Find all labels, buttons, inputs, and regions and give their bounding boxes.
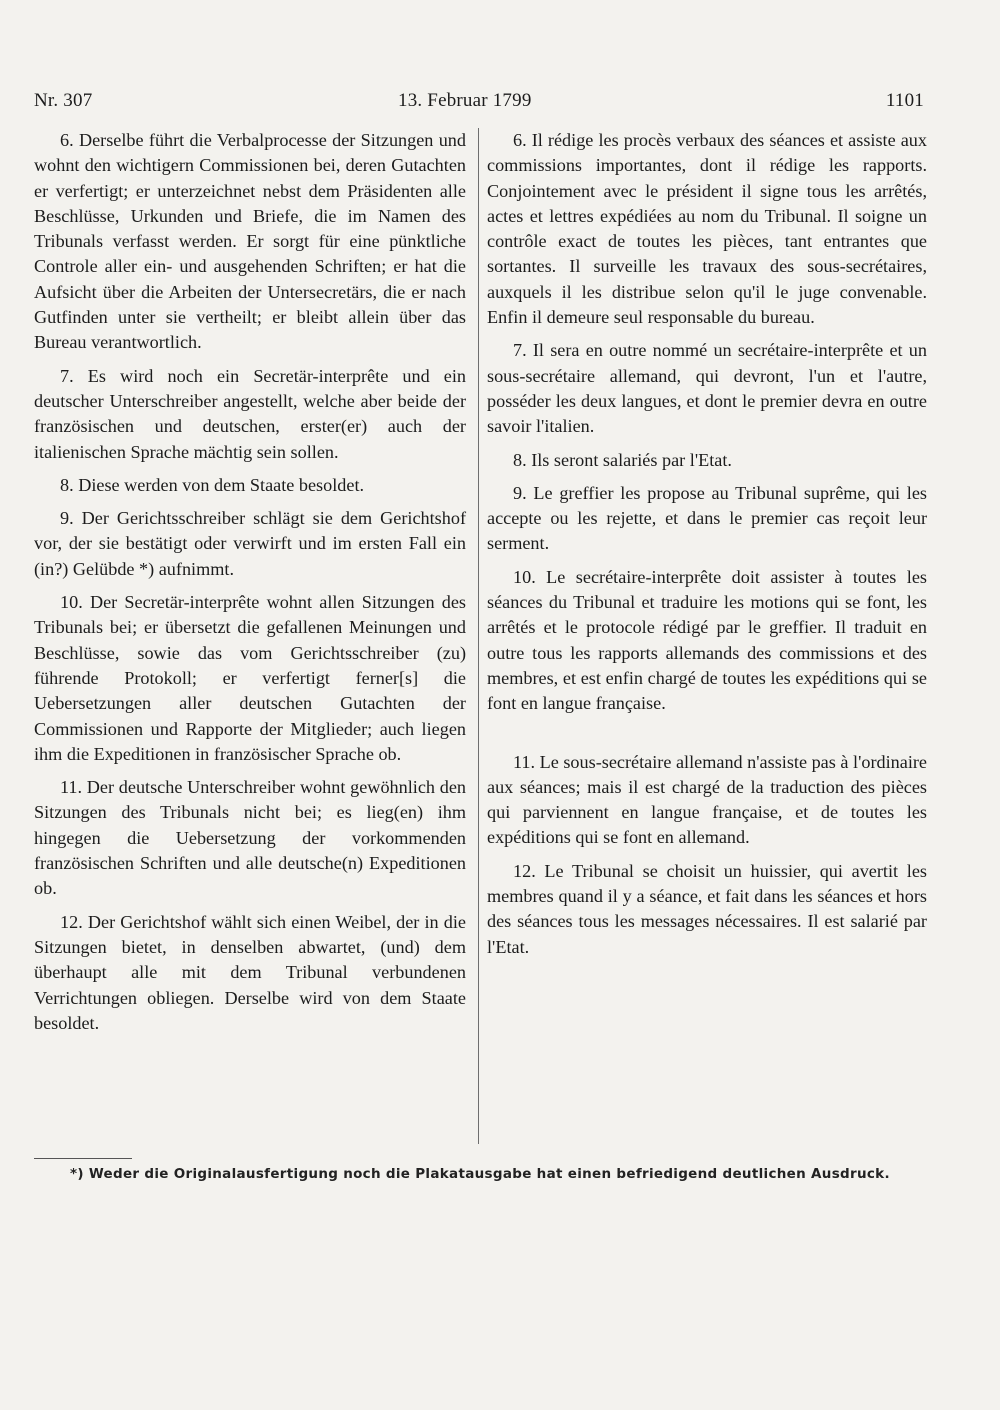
- german-paragraph-12: 12. Der Gerichtshof wählt sich einen Weibel, der in die Sitzungen bietet, in denselben abwartet, (und) dem überhaupt alle mit dem Tribunal verbundenen Verrichtungen obliegen. Derselbe wird von dem Staate besoldet.: [34, 911, 466, 1033]
- footnote: *) Weder die Originalausfertigung noch die Plakatausgabe hat einen befriedigend deutlichen Ausdruck.: [70, 1166, 890, 1182]
- french-paragraph-9: 9. Le greffier les propose au Tribunal suprême, qui les accepte ou les rejette, et dans le premier cas reçoit leur serment.: [487, 482, 927, 554]
- column-divider: [478, 128, 479, 1144]
- document-date: 13. Februar 1799: [398, 90, 532, 111]
- german-paragraph-8: 8. Diese werden von dem Staate besoldet.: [60, 474, 365, 495]
- page-number: 1101: [885, 90, 924, 111]
- german-paragraph-7: 7. Es wird noch ein Secretär-interprête und ein deutscher Unterschreiber angestellt, welche aber beide der französischen und deutschen, erster(er) auch der italienischen Sprache mächtig sein sollen.: [34, 365, 466, 462]
- german-paragraph-11: 11. Der deutsche Unterschreiber wohnt gewöhnlich den Sitzungen des Tribunals nicht bei; es lieg(en) ihm hingegen die Uebersetzung der vorkommenden französischen Schriften und alle deutsche(n) Expeditionen ob.: [34, 777, 466, 899]
- french-paragraph-8: 8. Ils seront salariés par l'Etat.: [513, 449, 732, 470]
- page-header: [34, 90, 924, 120]
- french-paragraph-6: 6. Il rédige les procès verbaux des séances et assiste aux commissions importantes, dont il rédige les rapports. Conjointement avec le président il signe tous les arrêtés, actes et lettres expédiées au nom du Tribunal. Il soigne un contrôle exact de toutes les pièces, tant entrantes que sortantes. Il surveille les travaux des sous-secrétaires, auxquels il les distribue selon qu'il le juge convenable. Enfin il demeure seul responsable du bureau.: [487, 130, 927, 328]
- french-column: [487, 128, 927, 960]
- document-number: Nr. 307: [34, 90, 93, 111]
- french-paragraph-11: 11. Le sous-secrétaire allemand n'assiste pas à l'ordinaire aux séances; mais il est chargé de la traduction des pièces qui parviennent en langue française, et de toutes les expéditions qui se font en allemand.: [487, 751, 927, 848]
- french-paragraph-10: 10. Le secrétaire-interprête doit assister à toutes les séances du Tribunal et traduire les motions qui se font, les arrêtés et le protocole rédigé par le greffier. Il traduit en outre tous les rapports allemands des commissions et des membres, et est enfin chargé de toutes les expéditions qui se font en langue française.: [487, 566, 927, 714]
- german-paragraph-10: 10. Der Secretär-interprête wohnt allen Sitzungen des Tribunals bei; er übersetzt die gefallenen Meinungen und Beschlüsse, sowie das vom Gerichtsschreiber (zu) führende Protokoll; er verfertigt ferner[s] die Uebersetzungen aller deutschen Gutachten der Commissionen und Rapporte der Mitglieder; auch liegen ihm die Expeditionen in französischer Sprache ob.: [34, 592, 466, 764]
- german-column: [34, 128, 466, 1036]
- footnote-rule: [34, 1158, 132, 1159]
- french-paragraph-7: 7. Il sera en outre nommé un secrétaire-interprête et un sous-secrétaire allemand, qui devront, l'un et l'autre, posséder les deux langues, et dont le premier devra en outre savoir l'italien.: [487, 340, 927, 437]
- german-paragraph-6: 6. Derselbe führt die Verbalprocesse der Sitzungen und wohnt den wichtigern Commissionen bei, deren Gutachten er verfertigt; er unterzeichnet nebst dem Präsidenten alle Beschlüsse, Urkunden und Briefe, die im Namen des Tribunals verfasst werden. Er sorgt für eine pünktliche Controle aller ein- und ausgehenden Schriften; er hat die Aufsicht über die Arbeiten der Untersecretärs, die er nach Gutfinden unter sie vertheilt; er bleibt allein über das Bureau verantwortlich.: [34, 130, 466, 353]
- french-paragraph-12: 12. Le Tribunal se choisit un huissier, qui avertit les membres quand il y a séance, et fait dans les séances et hors des séances tous les messages nécessaires. Il est salarié par l'Etat.: [487, 860, 927, 957]
- german-paragraph-9: 9. Der Gerichtsschreiber schlägt sie dem Gerichtshof vor, der sie bestätigt oder verwirft und im ersten Fall ein (in?) Gelübde *) aufnimmt.: [34, 508, 466, 579]
